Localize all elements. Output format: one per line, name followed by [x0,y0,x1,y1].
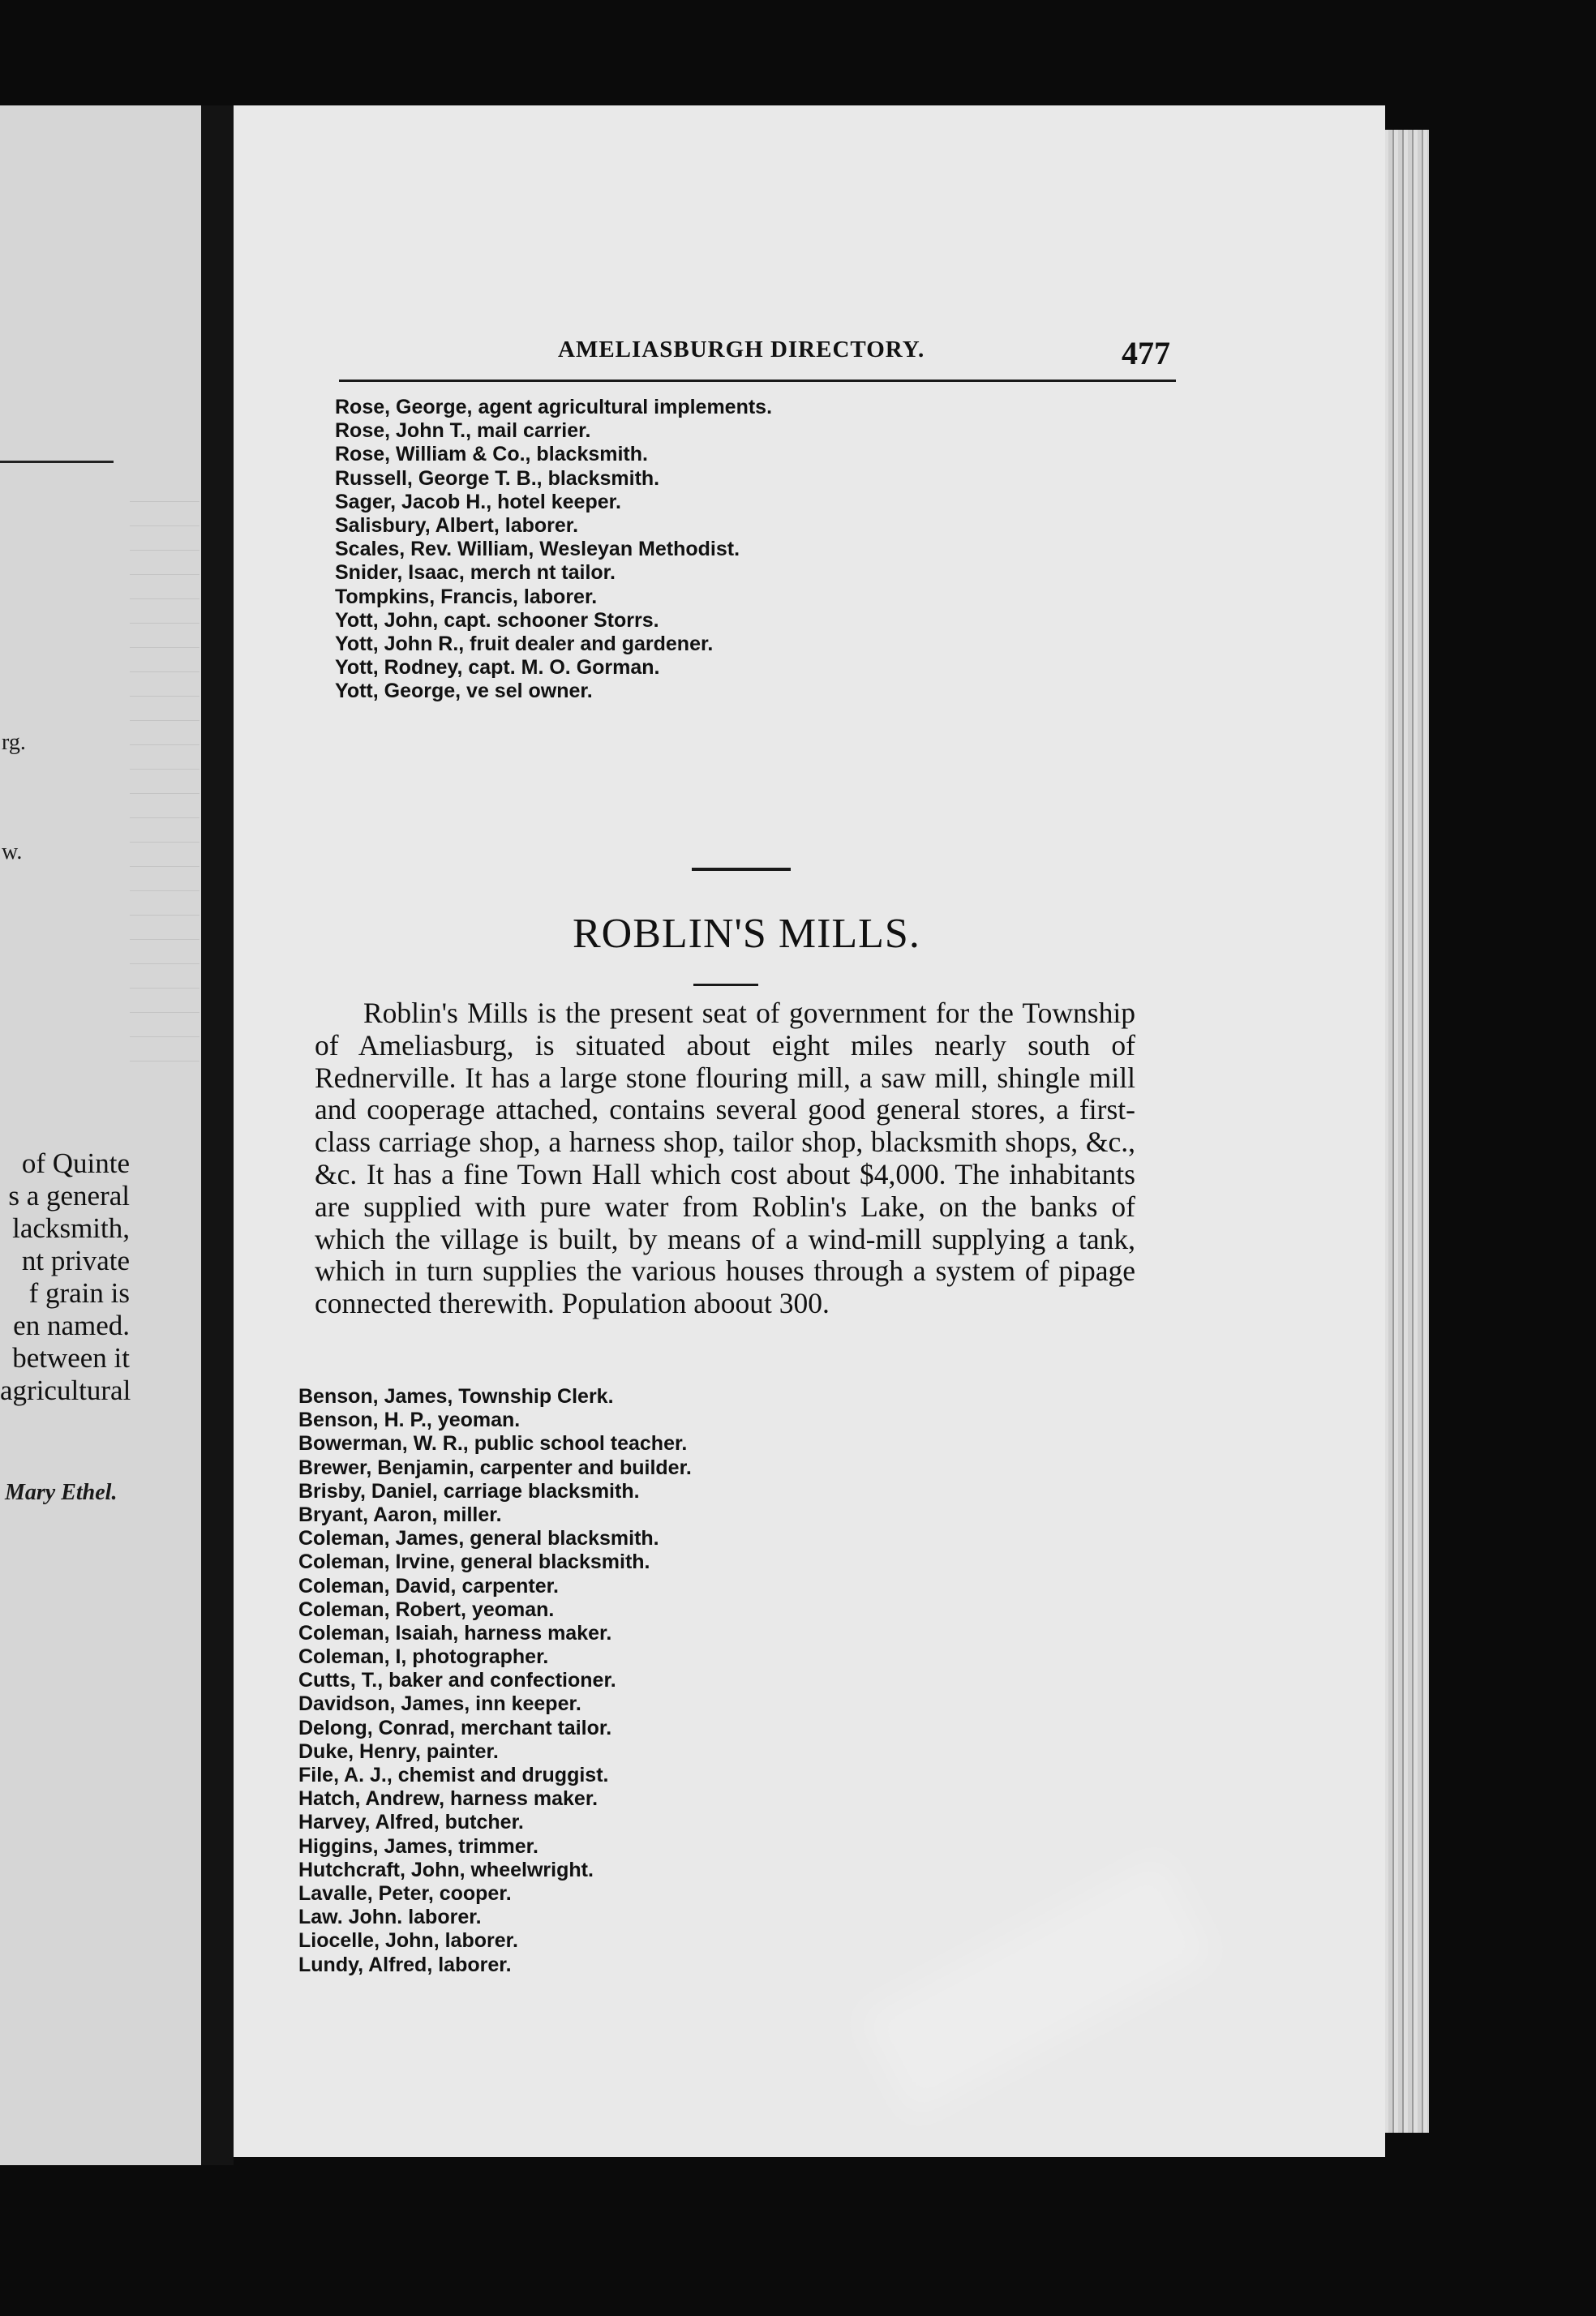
previous-page [0,105,201,2165]
section-title: ROBLIN'S MILLS. [573,911,920,957]
directory-entry: Brewer, Benjamin, carpenter and builder. [298,1456,692,1479]
header-rule [339,380,1176,382]
section-rule-bottom [693,984,758,986]
directory-entry: Cutts, T., baker and confectioner. [298,1669,616,1692]
running-head: AMELIASBURGH DIRECTORY. [558,337,925,362]
previous-page-line: en named. [13,1310,130,1341]
previous-page-line: agricultural [0,1375,131,1406]
directory-entry: Yott, John, capt. schooner Storrs. [335,608,659,632]
directory-entry: Sager, Jacob H., hotel keeper. [335,490,621,513]
directory-entry: Benson, H. P., yeoman. [298,1409,521,1432]
directory-entry: Liocelle, John, laborer. [298,1929,518,1953]
directory-entry: Rose, John T., mail carrier. [335,419,591,443]
directory-entry: Hatch, Andrew, harness maker. [298,1787,598,1811]
directory-entry: Law. John. laborer. [298,1906,482,1929]
directory-page [234,105,1385,2157]
bleed-through-text [130,478,200,1062]
book-gutter [201,105,234,2165]
directory-entry: File, A. J., chemist and druggist. [298,1764,609,1786]
directory-entry: Rose, William & Co., blacksmith. [335,443,648,466]
directory-entry: Lundy, Alfred, laborer. [298,1953,512,1976]
directory-entry: Yott, George, ve sel owner. [335,680,593,703]
directory-entry: Scales, Rev. William, Wesleyan Methodist. [335,538,740,561]
directory-entry: Davidson, James, inn keeper. [298,1692,581,1716]
directory-entry: Bryant, Aaron, miller. [298,1503,502,1526]
directory-entry: Coleman, Robert, yeoman. [298,1598,555,1621]
page-smudge [860,1857,1214,2117]
previous-page-line: s a general [8,1180,130,1212]
section-description: Roblin's Mills is the present seat of government for the Township of Ameliasburg, is situated about eight miles nearly south of Rednerville. It has a large stone flouring mill, a saw mill, shingle mill and cooperage attached, contains several good general stores, a first-class carriage shop, a harness shop, tailor shop, blacksmith shops, &c., &c. It has a fine Town Hall which cost about $4,000. The inhabitants are supplied with pure water from Roblin's Lake, on the banks of which the village is built, by means of a wind-mill supplying a tank, which in turn supplies the various houses through a system of pipage connected therewith. Population aboout 300. [315,997,1135,1320]
previous-page-line: of Quinte [21,1147,130,1179]
directory-entry: Coleman, Irvine, general blacksmith. [298,1550,650,1574]
directory-list-bottom [298,1385,692,1977]
directory-entry: Yott, John R., fruit dealer and gardener. [335,632,714,655]
directory-entry: Coleman, James, general blacksmith. [298,1527,659,1550]
previous-page-signature: Mary Ethel. [5,1480,118,1505]
previous-page-fragment: w. [2,839,23,864]
directory-entry: Harvey, Alfred, butcher. [298,1811,524,1834]
previous-page-line: nt private [21,1245,130,1276]
directory-entry: Delong, Conrad, merchant tailor. [298,1716,612,1739]
directory-entry: Higgins, James, trimmer. [298,1834,538,1858]
previous-page-line: f grain is [28,1277,130,1309]
previous-page-paragraph [0,1147,130,1407]
directory-entry: Duke, Henry, painter. [298,1739,499,1763]
previous-page-rule [0,461,114,463]
directory-entry: Russell, George T. B., blacksmith. [335,466,660,490]
directory-entry: Coleman, Isaiah, harness maker. [298,1621,612,1645]
previous-page-line: between it [12,1342,130,1374]
directory-list-top [335,396,772,703]
directory-entry: Hutchcraft, John, wheelwright. [298,1858,594,1881]
previous-page-line: lacksmith, [12,1212,130,1244]
directory-entry: Lavalle, Peter, cooper. [298,1881,512,1905]
page-number: 477 [1122,335,1170,371]
previous-page-fragment: rg. [2,730,26,755]
directory-entry: Coleman, I, photographer. [298,1645,549,1669]
directory-entry: Rose, George, agent agricultural implements. [335,396,773,418]
directory-entry: Bowerman, W. R., public school teacher. [298,1432,688,1456]
section-rule-top [692,868,791,871]
directory-entry: Tompkins, Francis, laborer. [335,585,598,608]
directory-entry: Yott, Rodney, capt. M. O. Gorman. [335,656,660,680]
directory-entry: Benson, James, Township Clerk. [298,1385,614,1408]
page-edges [1379,130,1429,2133]
directory-entry: Coleman, David, carpenter. [298,1574,559,1598]
directory-entry: Salisbury, Albert, laborer. [335,513,579,537]
directory-entry: Brisby, Daniel, carriage blacksmith. [298,1479,640,1503]
directory-entry: Snider, Isaac, merch nt tailor. [335,561,616,585]
